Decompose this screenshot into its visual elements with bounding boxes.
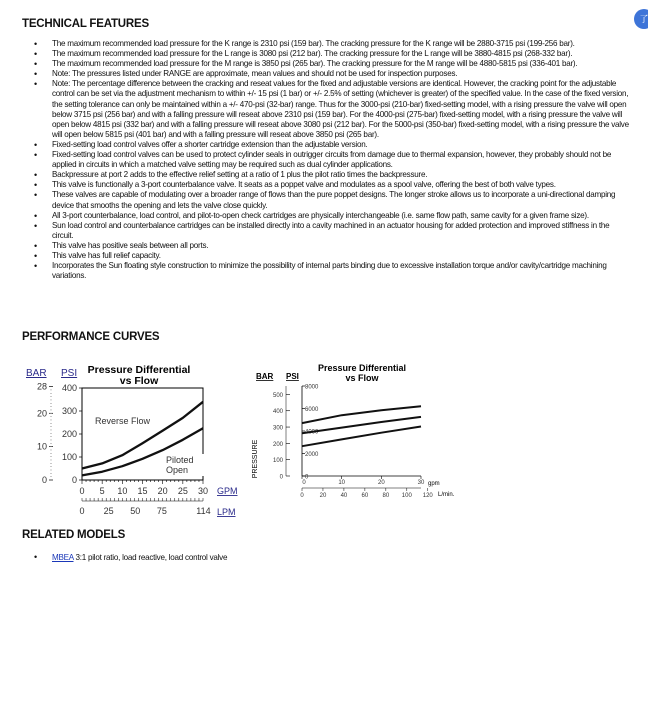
related-models-heading: RELATED MODELS — [22, 529, 126, 541]
chart1-gpm-label: GPM — [217, 486, 238, 496]
chart1-lpm-tick-label: 25 — [103, 506, 114, 516]
chart1-bar-tick-label: 10 — [36, 441, 47, 452]
chart1-annotation-reverse-flow: Reverse Flow — [95, 416, 151, 426]
chart1-gpm-tick-label: 25 — [177, 486, 188, 496]
chart2-psi-tick-label: 0 — [305, 474, 309, 481]
chart1-bar-tick-label: 28 — [36, 381, 47, 392]
chart1-gpm-tick-label: 20 — [157, 486, 168, 496]
feature-item: • The maximum recommended load pressure for the K range is 2310 psi (159 bar). The cracking pressure for the K range will be 2880-3715 psi (199-256 bar). — [22, 39, 632, 49]
chart2-title-line1: Pressure Differential — [317, 363, 407, 373]
chart1-annotation-open: Open — [166, 465, 189, 475]
chart2-psi-tick-label: 4000 — [305, 429, 319, 436]
chart2-bar-tick-label: 300 — [272, 425, 283, 432]
chart2-bar-tick-label: 200 — [272, 441, 283, 448]
chart1-lpm-tick-label: 50 — [130, 506, 141, 516]
chart2-bar-tick-label: 400 — [272, 409, 283, 416]
chart2-lpm-label: L/min. — [438, 492, 455, 498]
technical-features-heading: TECHNICAL FEATURES — [22, 18, 149, 30]
chart1-title-line2: vs Flow — [119, 375, 159, 387]
chart2-gpm-tick-label: 30 — [417, 480, 425, 486]
chart1-annotation-piloted: Piloted — [166, 455, 194, 465]
pressure-differential-chart-1 — [20, 360, 250, 520]
chart2-lpm-tick-label: 80 — [382, 493, 390, 499]
feature-item: • All 3-port counterbalance, load control, and pilot-to-open check cartridges are physically interchangeable (i.e. same flow path, same cavity for a given frame size). — [22, 211, 632, 221]
chart2-gpm-tick-label: 10 — [338, 480, 346, 486]
chart2-lpm-tick-label: 40 — [340, 493, 348, 499]
chart2-series-1 — [302, 406, 421, 423]
related-model-description: 3:1 pilot ratio, load reactive, load control valve — [73, 553, 228, 562]
related-model-link-mbea[interactable]: MBEA — [52, 553, 74, 562]
chart1-gpm-tick-label: 30 — [197, 486, 209, 496]
feature-item: • Sun load control and counterbalance cartridges can be installed directly into a cavity machined in an actuator housing for added protection and improved stiffness in the circuit. — [22, 221, 632, 241]
chart1-gpm-tick-label: 0 — [79, 486, 85, 496]
chart1-lpm-tick-label: 114 — [196, 506, 211, 516]
chart2-bar-tick-label: 100 — [272, 458, 283, 465]
chart2-gpm-label: gpm — [428, 481, 440, 487]
feature-item: • Fixed-setting load control valves offer a shorter cartridge extension than the adjustable version. — [22, 140, 632, 150]
chart2-series-3 — [302, 427, 421, 447]
related-models-list — [22, 553, 227, 562]
features-list — [22, 39, 632, 281]
chart1-psi-tick-label: 0 — [71, 475, 77, 485]
feature-item: • These valves are capable of modulating over a broader range of flows than the pure poppet designs. The longer stroke allows us to incorporate a uni-directional damping device that smooths the opening and lets the valve close quickly. — [22, 190, 632, 210]
chart2-psi-tick-label: 6000 — [305, 407, 319, 413]
chart1-gpm-tick-label: 10 — [117, 486, 128, 496]
chart1-psi-tick-label: 100 — [61, 452, 77, 462]
chart2-psi-tick-label: 2000 — [305, 452, 319, 458]
chart2-gpm-tick-label: 0 — [302, 480, 306, 486]
chart2-bar-tick-label: 0 — [279, 474, 283, 481]
chart2-lpm-tick-label: 20 — [319, 493, 327, 499]
chart1-bar-tick-label: 20 — [36, 408, 47, 419]
chart1-lpm-tick-label: 0 — [79, 506, 85, 516]
feature-item: • Note: The pressures listed under RANGE are approximate, mean values and should not be used for inspection purposes. — [22, 69, 632, 79]
chart2-psi-tick-label: 8000 — [305, 384, 319, 391]
chart2-psi-label: PSI — [286, 372, 299, 381]
chart2-lpm-tick-label: 60 — [361, 493, 369, 499]
chart1-bar-tick-label: 0 — [41, 475, 47, 485]
chart2-bar-label: BAR — [256, 372, 274, 381]
feature-item: • This valve has full relief capacity. — [22, 251, 632, 261]
feature-item: • This valve is functionally a 3-port counterbalance valve. It seats as a poppet valve and modulates as a spool valve, offering the best of both valve types. — [22, 180, 632, 190]
technical-features-section — [22, 18, 632, 281]
chart2-title-line2: vs Flow — [345, 373, 379, 383]
chart1-lpm-label: LPM — [217, 507, 236, 517]
feature-item: • Note: The percentage difference between the cracking and reseat values for the fixed and adjustable versions are identical. However, the cracking point for the adjustable control can be set via the adjustment mechanism to within +/- 15 psi (1 bar) or +/- 2.5% of setting (whichever is greater) of the specified value. In the case of the fixed version, the setting tolerance can only be maintained within a +/- 470-psi (32-bar) range. Thus for the 3000-psi (210-bar) fixed-setting model, with a rising pressure the valve will open below 3715 psi (256 bar) and with a falling pressure will reseat above 2310 psi (159 bar). For the 4000-psi (275-bar) fixed-setting model, with a rising pressure the valve will open below 4815 psi (332 bar) and with a falling pressure will reseat above 3080 psi (212 bar). For the 5000-psi (350-bar) fixed-setting model, with a rising pressure the valve will open below 5815 psi (401 bar) and with a falling pressure will reseat above 3850 psi (265 bar). — [22, 79, 632, 140]
feature-item: • This valve has positive seals between all ports. — [22, 241, 632, 251]
chart2-lpm-tick-label: 100 — [401, 493, 412, 499]
feature-item: • Fixed-setting load control valves can be used to protect cylinder seals in outrigger circuits from damage due to thermal expansion, however, they probably should not be applied in circuits in which a matched valve setting may be required such as dual cylinder applications. — [22, 150, 632, 170]
translate-badge-icon[interactable]: 了 — [634, 9, 648, 29]
related-model-item — [22, 553, 227, 562]
pressure-differential-chart-2 — [245, 360, 475, 510]
feature-item: • The maximum recommended load pressure for the M range is 3850 psi (265 bar). The cracking pressure for the M range will be 4880-5815 psi (336-401 bar). — [22, 59, 632, 69]
chart1-bar-label: BAR — [26, 368, 47, 379]
chart1-psi-tick-label: 400 — [61, 383, 77, 393]
feature-item: • Incorporates the Sun floating style construction to minimize the possibility of internal parts binding due to excessive installation torque and/or cavity/cartridge machining variations. — [22, 261, 632, 281]
chart2-gpm-tick-label: 20 — [377, 480, 385, 486]
chart2-lpm-tick-label: 120 — [422, 493, 433, 499]
chart1-psi-label: PSI — [61, 368, 78, 379]
chart1-lpm-tick-label: 75 — [156, 506, 167, 516]
chart2-bar-tick-label: 500 — [272, 392, 283, 399]
chart1-title-line1: Pressure Differential — [87, 364, 191, 376]
performance-curves-heading: PERFORMANCE CURVES — [22, 331, 160, 343]
chart1-psi-tick-label: 300 — [61, 406, 77, 416]
chart1-psi-tick-label: 200 — [61, 429, 77, 439]
feature-item: • The maximum recommended load pressure for the L range is 3080 psi (212 bar). The cracking pressure for the L range will be 3880-4815 psi (268-332 bar). — [22, 49, 632, 59]
chart2-pressure-axis-title: PRESSURE — [252, 439, 259, 479]
feature-item: • Backpressure at port 2 adds to the effective relief setting at a ratio of 1 plus the pilot ratio times the backpressure. — [22, 170, 632, 180]
chart1-gpm-tick-label: 15 — [137, 486, 148, 496]
chart2-lpm-tick-label: 0 — [300, 493, 304, 499]
chart1-gpm-tick-label: 5 — [99, 486, 105, 496]
